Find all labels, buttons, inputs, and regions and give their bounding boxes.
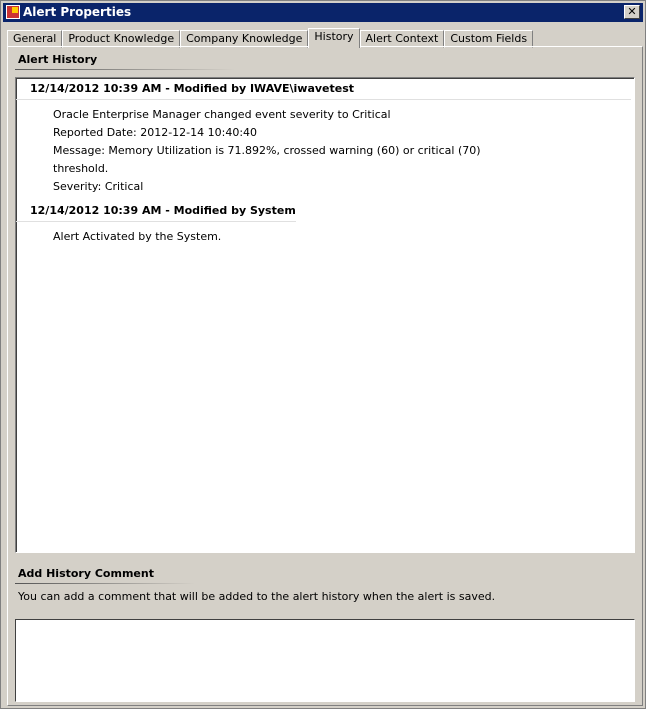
history-entry-header: 12/14/2012 10:39 AM - Modified by IWAVE\iwavetest [16,78,631,100]
history-entry-line: Message: Memory Utilization is 71.892%, crossed warning (60) or critical (70) [53,144,481,157]
tab-history[interactable]: History [308,28,359,48]
history-entry-line: Reported Date: 2012-12-14 10:40:40 [53,126,258,139]
tab-company-knowledge[interactable]: Company Knowledge [180,30,308,48]
tab-alert-context[interactable]: Alert Context [360,30,445,48]
title-bar[interactable] [3,3,643,22]
divider [15,583,195,584]
add-history-comment-heading: Add History Comment [18,567,154,580]
alert-history-heading: Alert History [18,53,98,66]
history-entry-line: threshold. [53,162,109,175]
history-entry-line: Alert Activated by the System. [53,230,222,243]
history-entry-line: Oracle Enterprise Manager changed event severity to Critical [53,108,391,121]
divider [15,69,235,70]
history-comment-input[interactable] [15,619,635,702]
tab-general[interactable]: General [7,30,62,48]
alert-history-list[interactable] [15,77,635,553]
history-entry [16,200,634,246]
tab-product-knowledge[interactable]: Product Knowledge [62,30,180,48]
history-entry-line: Severity: Critical [53,180,144,193]
tab-strip [7,28,533,47]
app-icon [6,5,20,19]
history-entry-header: 12/14/2012 10:39 AM - Modified by System [16,200,296,222]
tab-custom-fields[interactable]: Custom Fields [444,30,533,48]
comment-description: You can add a comment that will be added to the alert history when the alert is saved. [18,590,496,603]
window-title: Alert Properties [23,5,132,19]
history-entry [16,78,634,196]
close-button[interactable]: ✕ [624,5,640,19]
